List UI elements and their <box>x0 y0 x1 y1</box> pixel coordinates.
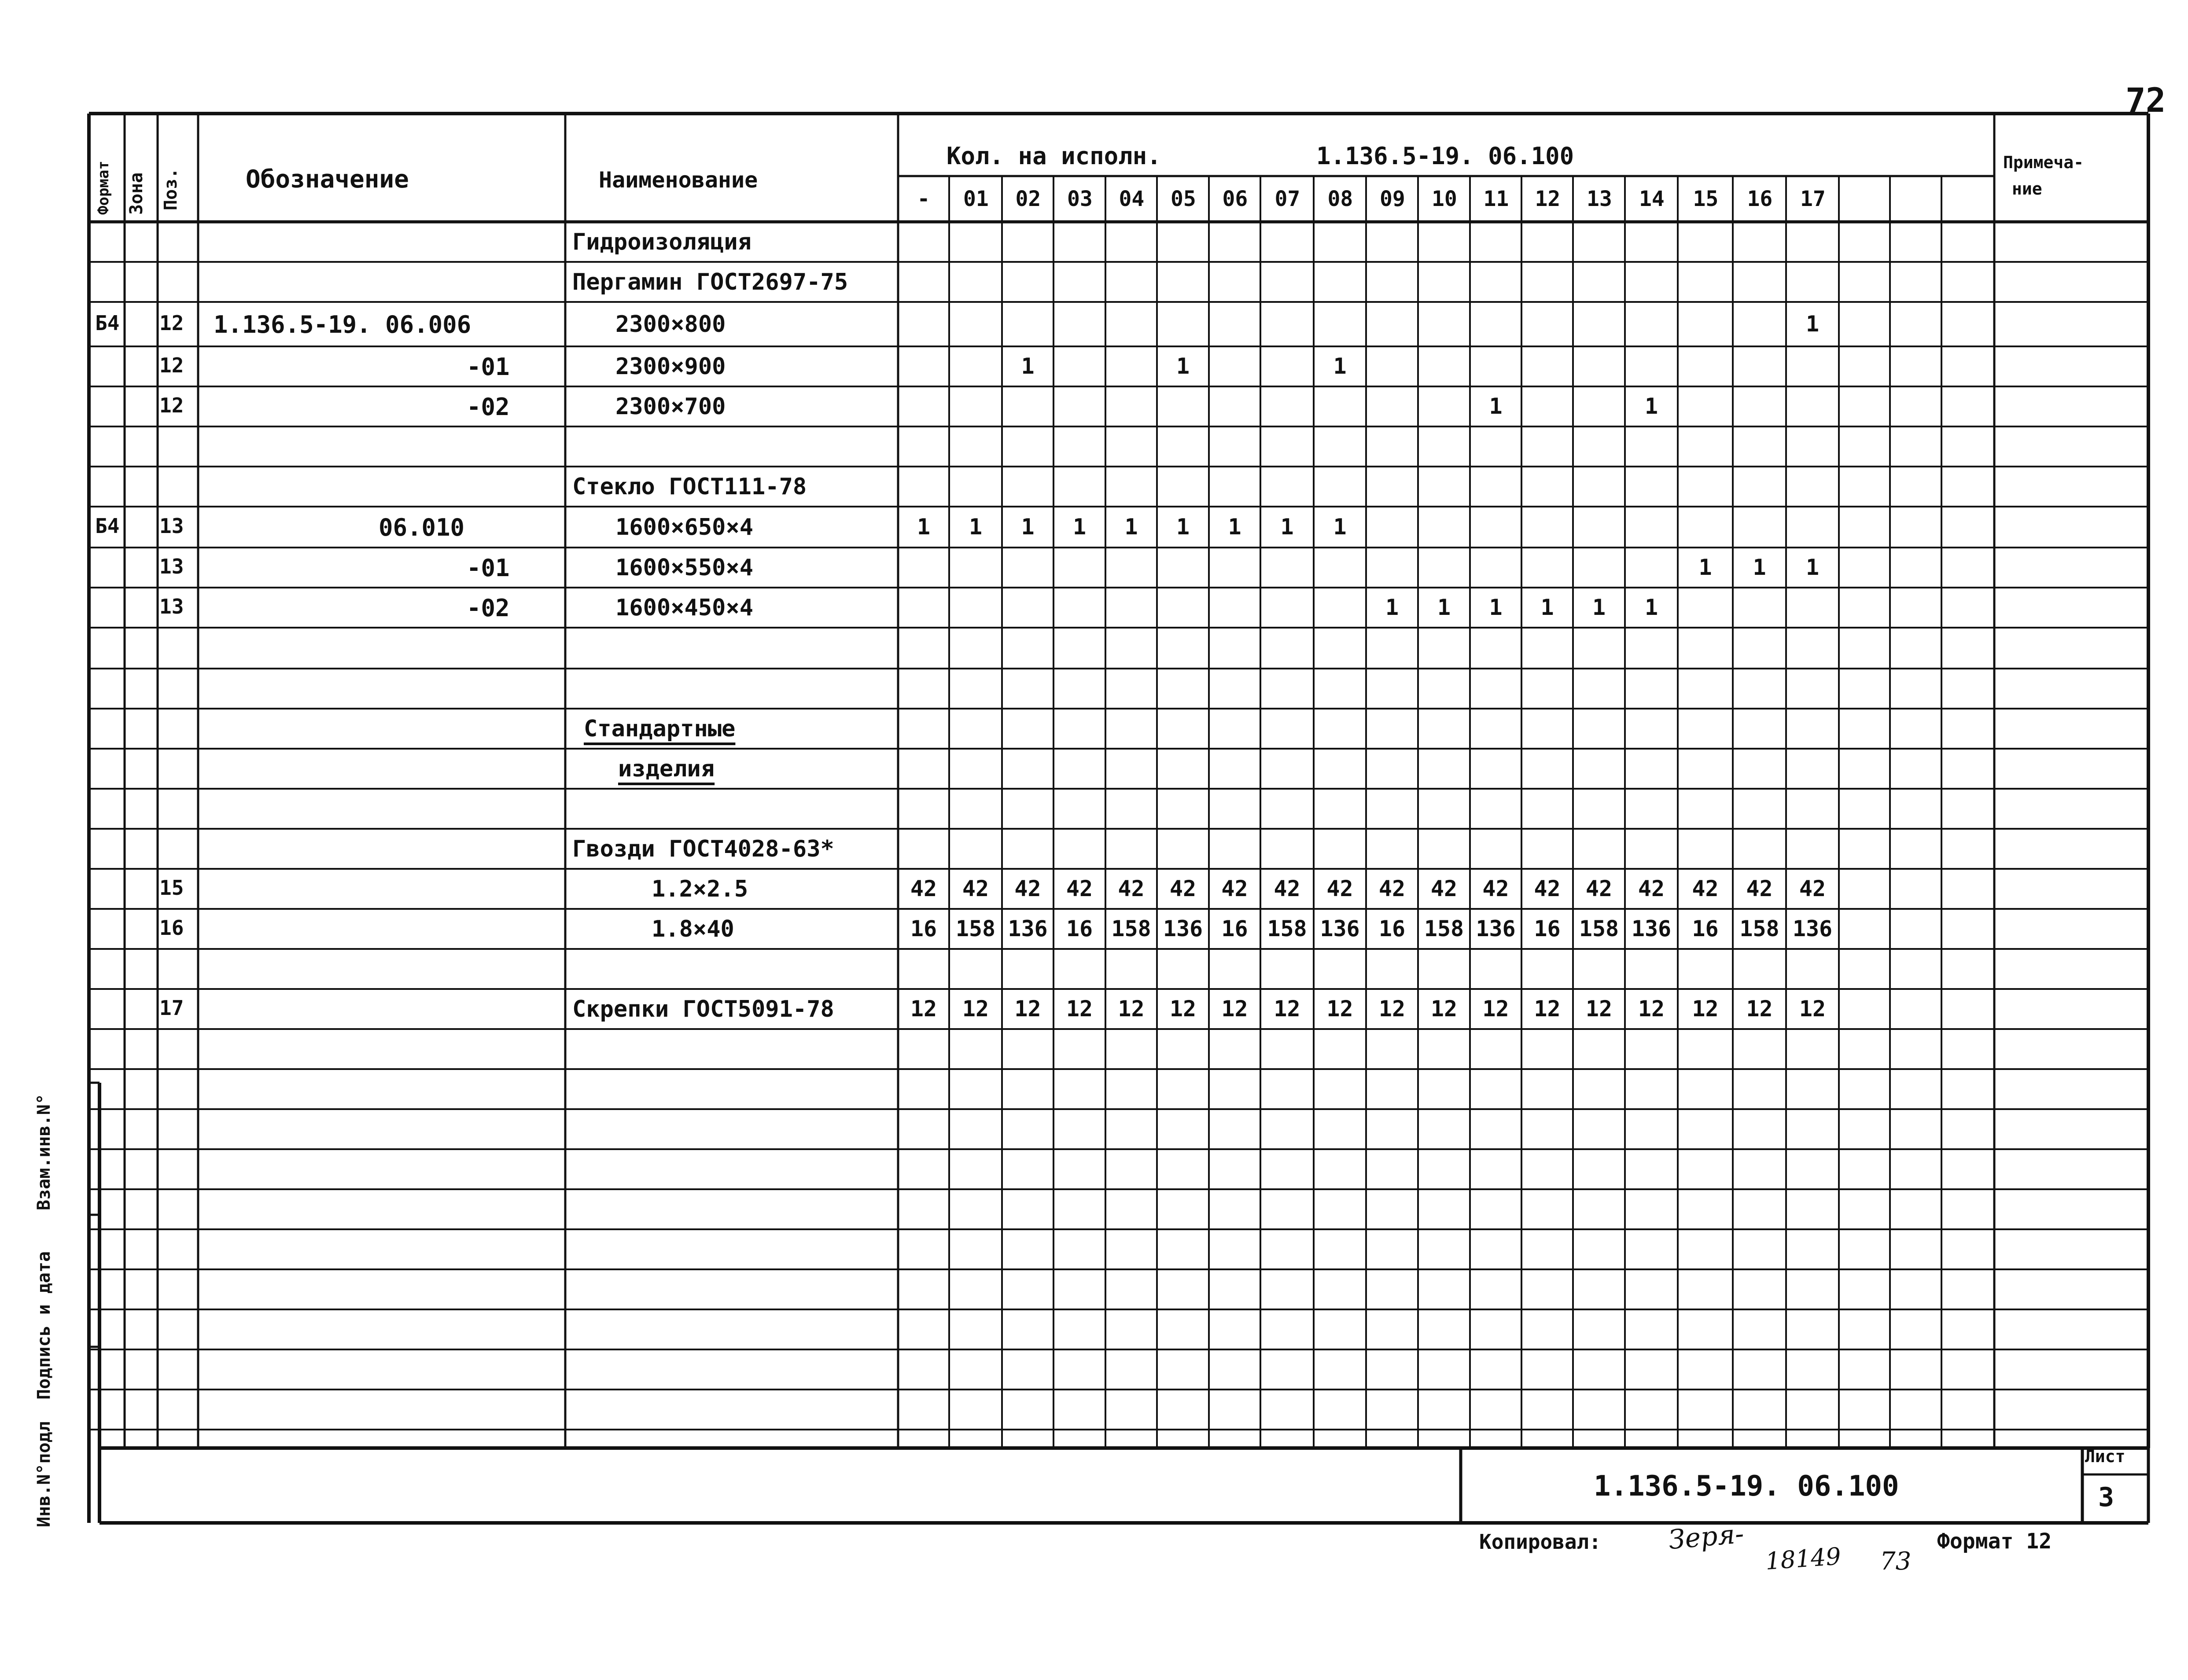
row-quantity: 1 <box>1021 353 1035 379</box>
row-quantity: 1 <box>1644 393 1658 419</box>
execution-header-label: 11 <box>1483 187 1509 211</box>
row-quantity: 12 <box>1378 996 1406 1022</box>
footer-format: Формат 12 <box>1937 1529 2052 1554</box>
row-name: изделия <box>618 755 715 782</box>
row-name: 1600×450×4 <box>615 594 754 621</box>
row-quantity: 12 <box>1326 996 1353 1022</box>
row-position: 13 <box>159 594 184 618</box>
row-name: 2300×900 <box>615 353 726 380</box>
row-position: 13 <box>159 514 184 538</box>
header-format: Формат <box>95 161 112 215</box>
row-quantity: 16 <box>1221 915 1248 941</box>
row-designation: 06.010 <box>379 513 465 541</box>
footer-number: 73 <box>1880 1547 1912 1576</box>
row-quantity: 1 <box>1280 514 1294 540</box>
row-quantity: 1 <box>1489 393 1503 419</box>
row-quantity: 42 <box>1638 875 1665 901</box>
footer-code: 18149 <box>1764 1542 1842 1575</box>
row-quantity: 42 <box>1692 875 1719 901</box>
side-label-signature-date: Подпись и дата <box>34 1251 54 1400</box>
row-quantity: 1 <box>1385 594 1399 620</box>
execution-header-label: 15 <box>1693 187 1719 211</box>
row-quantity: 12 <box>1585 996 1613 1022</box>
execution-header-label: 01 <box>963 187 989 211</box>
side-label-inv-podl: Инв.N°подл <box>34 1421 54 1527</box>
header-note-line1: Примеча- <box>2003 153 2084 172</box>
row-quantity: 12 <box>1799 996 1826 1022</box>
execution-header-label: 07 <box>1274 187 1300 211</box>
row-quantity: 16 <box>1066 915 1093 941</box>
header-qty-title: Кол. на исполн. <box>947 142 1161 170</box>
row-name: 2300×700 <box>615 393 726 420</box>
row-quantity: 42 <box>1746 875 1773 901</box>
row-quantity: 1 <box>1228 514 1241 540</box>
row-quantity: 1 <box>1489 594 1503 620</box>
row-position: 13 <box>159 554 184 578</box>
row-quantity: 158 <box>955 915 996 941</box>
row-quantity: 12 <box>1430 996 1458 1022</box>
row-quantity: 1 <box>1805 554 1820 580</box>
execution-header-label: 14 <box>1639 187 1665 211</box>
row-quantity: 1 <box>1333 514 1347 540</box>
header-note-line2: ние <box>2012 179 2042 199</box>
row-quantity: 1 <box>969 514 983 540</box>
row-quantity: 1 <box>917 514 931 540</box>
row-quantity: 12 <box>962 996 989 1022</box>
row-quantity: 12 <box>1534 996 1561 1022</box>
row-quantity: 42 <box>910 875 937 901</box>
row-quantity: 12 <box>1638 996 1665 1022</box>
row-name: Скрепки ГОСТ5091-78 <box>572 996 834 1022</box>
execution-header-label: 05 <box>1171 187 1196 211</box>
row-quantity: 42 <box>1118 875 1145 901</box>
row-quantity: 1 <box>1072 514 1087 540</box>
row-quantity: 1 <box>1437 594 1451 620</box>
stamp-sheet-label: Лист <box>2085 1447 2125 1466</box>
row-quantity: 42 <box>1430 875 1458 901</box>
stamp-designation: 1.136.5-19. 06.100 <box>1594 1470 1899 1503</box>
row-quantity: 42 <box>1066 875 1093 901</box>
row-quantity: 1 <box>1644 594 1658 620</box>
execution-header-label: - <box>917 187 930 211</box>
row-quantity: 1 <box>1592 594 1606 620</box>
execution-header-label: 09 <box>1380 187 1405 211</box>
row-position: 15 <box>159 875 184 900</box>
row-designation: -01 <box>467 353 510 381</box>
row-quantity: 136 <box>1476 915 1516 941</box>
row-quantity: 12 <box>1169 996 1197 1022</box>
row-quantity: 42 <box>1799 875 1826 901</box>
row-quantity: 158 <box>1424 915 1464 941</box>
header-designation: Обозначение <box>246 165 409 194</box>
row-quantity: 42 <box>1014 875 1041 901</box>
footer-signature: Зеря- <box>1667 1518 1746 1556</box>
row-quantity: 16 <box>1692 915 1719 941</box>
page-number: 72 <box>2125 81 2166 120</box>
row-quantity: 42 <box>1221 875 1248 901</box>
execution-header-label: 04 <box>1119 187 1145 211</box>
row-designation: -02 <box>467 594 510 622</box>
row-quantity: 16 <box>1534 915 1561 941</box>
row-name: 1600×650×4 <box>615 514 754 540</box>
row-quantity: 42 <box>1326 875 1353 901</box>
row-quantity: 136 <box>1792 915 1833 941</box>
row-quantity: 1 <box>1124 514 1138 540</box>
row-quantity: 136 <box>1320 915 1360 941</box>
row-quantity: 136 <box>1631 915 1672 941</box>
stamp-sheet-number: 3 <box>2098 1482 2114 1513</box>
row-position: 12 <box>159 311 184 335</box>
header-pos: Поз. <box>161 168 181 210</box>
execution-header-label: 06 <box>1222 187 1248 211</box>
execution-header-label: 16 <box>1747 187 1773 211</box>
side-label-vzam-inv: Взам.инв.N° <box>34 1094 54 1210</box>
row-designation: 1.136.5-19. 06.006 <box>214 310 471 338</box>
row-designation: -01 <box>467 554 510 582</box>
row-quantity: 12 <box>1482 996 1509 1022</box>
row-quantity: 158 <box>1111 915 1151 941</box>
row-quantity: 12 <box>1014 996 1041 1022</box>
header-name: Наименование <box>599 167 758 193</box>
row-quantity: 1 <box>1176 353 1190 379</box>
row-quantity: 42 <box>1169 875 1197 901</box>
row-name: Гидроизоляция <box>572 228 751 255</box>
row-name: Стекло ГОСТ111-78 <box>572 473 807 500</box>
row-quantity: 158 <box>1739 915 1779 941</box>
row-quantity: 1 <box>1021 514 1035 540</box>
row-position: 12 <box>159 353 184 377</box>
execution-header-label: 10 <box>1432 187 1457 211</box>
row-quantity: 12 <box>910 996 937 1022</box>
execution-header-label: 17 <box>1800 187 1826 211</box>
execution-header-label: 08 <box>1327 187 1353 211</box>
row-quantity: 136 <box>1008 915 1048 941</box>
row-quantity: 12 <box>1118 996 1145 1022</box>
row-quantity: 42 <box>1585 875 1613 901</box>
execution-header-label: 02 <box>1015 187 1041 211</box>
row-format: Б4 <box>95 311 120 335</box>
row-quantity: 42 <box>1534 875 1561 901</box>
row-position: 17 <box>159 996 184 1020</box>
row-quantity: 42 <box>962 875 989 901</box>
header-zone: Зона <box>126 172 147 215</box>
row-quantity: 12 <box>1746 996 1773 1022</box>
row-designation: -02 <box>467 393 510 421</box>
row-name: 1.2×2.5 <box>652 875 748 902</box>
row-position: 12 <box>159 393 184 417</box>
row-name: Гвозди ГОСТ4028-63* <box>572 835 834 862</box>
row-quantity: 136 <box>1163 915 1203 941</box>
row-quantity: 12 <box>1066 996 1093 1022</box>
row-quantity: 42 <box>1274 875 1300 901</box>
row-quantity: 42 <box>1378 875 1406 901</box>
row-quantity: 1 <box>1176 514 1190 540</box>
row-quantity: 158 <box>1579 915 1619 941</box>
row-quantity: 1 <box>1753 554 1766 580</box>
header-qty-doc: 1.136.5-19. 06.100 <box>1316 142 1574 170</box>
row-quantity: 16 <box>910 915 937 941</box>
row-quantity: 1 <box>1540 594 1554 620</box>
row-quantity: 1 <box>1698 554 1712 580</box>
row-quantity: 12 <box>1274 996 1300 1022</box>
row-name: 2300×800 <box>615 311 726 338</box>
row-quantity: 158 <box>1267 915 1307 941</box>
execution-header-label: 13 <box>1587 187 1612 211</box>
row-name: 1.8×40 <box>652 915 734 942</box>
row-name: 1600×550×4 <box>615 554 754 581</box>
row-name: Пергамин ГОСТ2697-75 <box>572 268 848 295</box>
execution-header-label: 03 <box>1067 187 1093 211</box>
execution-header-label: 12 <box>1535 187 1561 211</box>
row-quantity: 12 <box>1221 996 1248 1022</box>
row-name: Стандартные <box>584 715 736 742</box>
row-position: 16 <box>159 915 184 940</box>
footer-copied: Копировал: <box>1479 1530 1601 1554</box>
row-quantity: 1 <box>1333 353 1347 379</box>
row-quantity: 12 <box>1692 996 1719 1022</box>
row-format: Б4 <box>95 514 120 538</box>
row-quantity: 1 <box>1805 311 1820 337</box>
row-quantity: 42 <box>1482 875 1509 901</box>
row-quantity: 16 <box>1378 915 1406 941</box>
